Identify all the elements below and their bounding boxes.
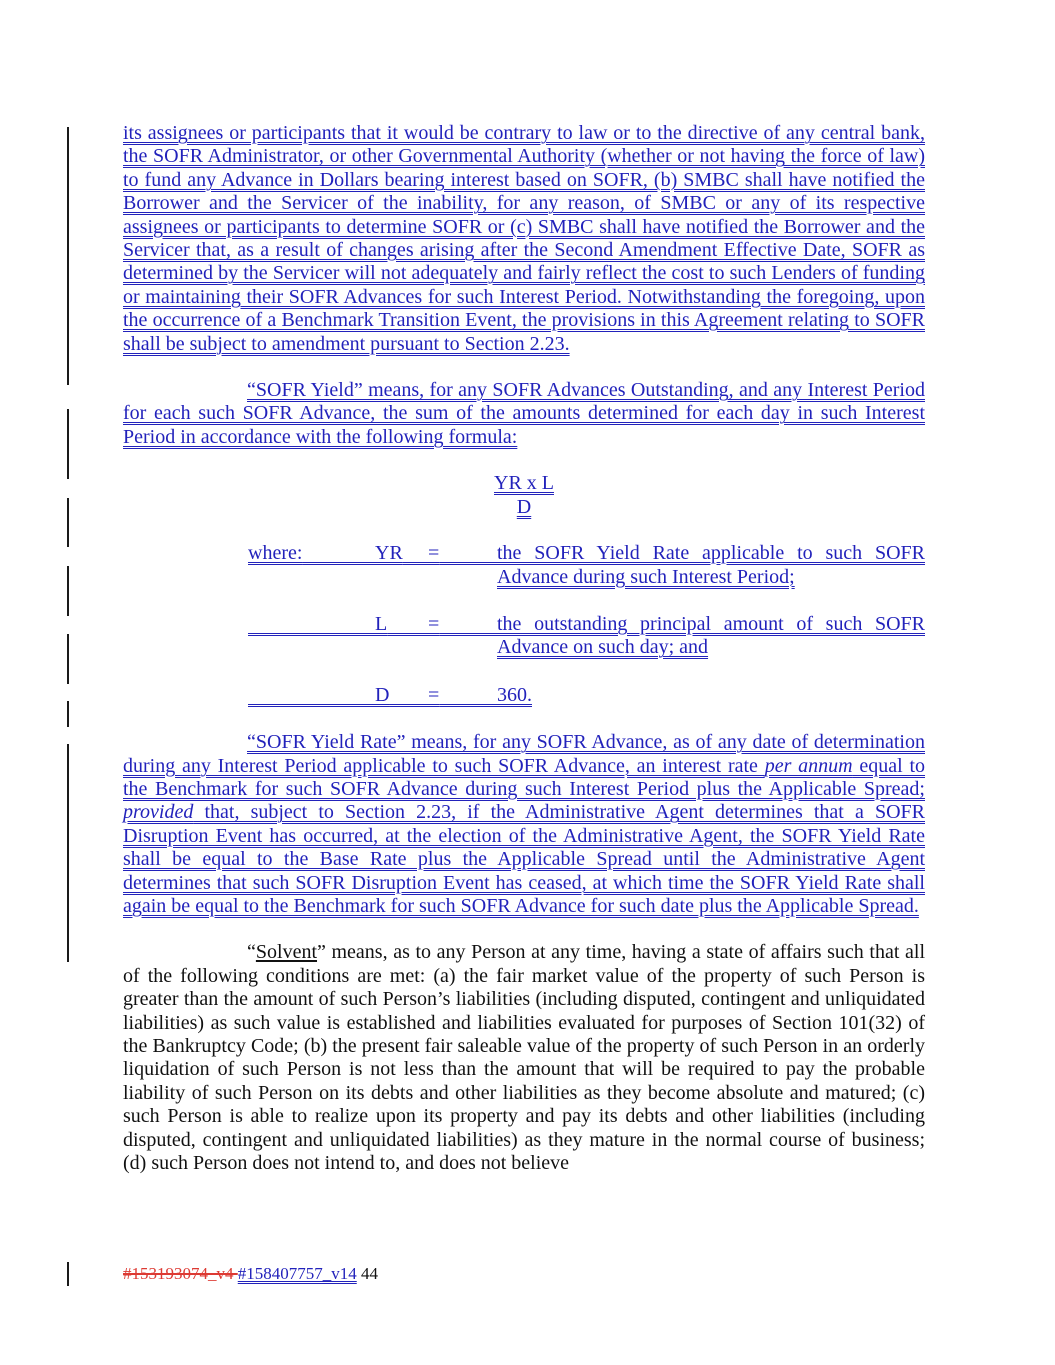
- equals-sign: =: [428, 683, 440, 706]
- paragraph-solvent-definition: “Solvent” means, as to any Person at any time, having a state of affairs such that all of the following conditions are met: (a) the fair market value of the property of such Person is greater than the amount of such Person’s liabilities (including disputed, contingent and unliquidated liabilities) as such value is established and liabilities evaluated for purposes of Section 101(32) of the Bankruptcy Code; (b) the present fair saleable value of the property of such Person in an orderly liquidation of such Person is not less than the amount that will be required to pay the probable liability of such Person on its debts and other liabilities as they become absolute and matured; (c) such Person is able to realize upon its property and pay its debts and other liabilities (including disputed, contingent and unliquidated liabilities) as they mature in the normal course of business; (d) such Person does not intend to, and does not believe: [123, 941, 925, 1175]
- change-bar: [67, 127, 69, 385]
- page-footer: [123, 1263, 378, 1284]
- paragraph-sofr-yield-definition: “SOFR Yield” means, for any SOFR Advances Outstanding, and any Interest Period for each such SOFR Advance, the sum of the amounts determined for each day in such Interest Period in accordance with the following formula:: [123, 379, 925, 448]
- change-bar: [67, 744, 69, 962]
- page-number: 44: [361, 1264, 378, 1283]
- equals-sign: =: [428, 612, 440, 635]
- change-bar: [67, 701, 69, 727]
- formula-where-row: [123, 542, 925, 589]
- change-bar: [67, 409, 69, 479]
- formula-variable: L: [375, 612, 388, 635]
- variable-definition: the SOFR Yield Rate applicable to such SOFR Advance during such Interest Period;: [497, 542, 925, 588]
- formula-variable: YR: [375, 542, 403, 565]
- formula-where-row: [123, 613, 925, 660]
- change-bar: [67, 566, 69, 616]
- formula-variable: D: [375, 683, 390, 706]
- paragraph-sofr-yield-rate-definition: “SOFR Yield Rate” means, for any SOFR Advance, as of any date of determination during any Interest Period applicable to such SOFR Advance, an interest rate per annum equal to the Benchmark for such SOFR Advance during such Interest Period plus the Applicable Spread; provided that, subject to Section 2.23, if the Administrative Agent determines that a SOFR Disruption Event has occurred, at the election of the Administrative Agent, the SOFR Yield Rate shall be equal to the Base Rate plus the Applicable Spread until the Administrative Agent determines that such SOFR Disruption Event has ceased, at which time the SOFR Yield Rate shall again be equal to the Benchmark for such SOFR Advance for such date plus the Applicable Spread.: [123, 731, 926, 917]
- deleted-doc-reference: #153193074_v4: [123, 1264, 234, 1283]
- formula-denominator: D: [516, 495, 532, 518]
- document-body: [123, 122, 925, 1198]
- where-label: where:: [248, 542, 303, 565]
- inserted-doc-reference: #158407757_v14: [237, 1264, 357, 1283]
- formula-where-row: [123, 684, 925, 707]
- equals-sign: =: [428, 542, 440, 565]
- variable-definition: the outstanding principal amount of such SOFR Advance on such day; and: [497, 612, 925, 659]
- change-bar: [67, 1262, 69, 1286]
- variable-definition: 360.: [497, 683, 532, 706]
- change-bar: [67, 634, 69, 684]
- formula-numerator: YR x L: [494, 472, 554, 495]
- paragraph-sofr-disruption-continuation: its assignees or participants that it would be contrary to law or to the directive of any central bank, the SOFR Administrator, or other Governmental Authority (whether or not having the force of law) to fund any Advance in Dollars bearing interest based on SOFR, (b) SMBC shall have notified the Borrower and the Servicer of the inability, for any reason, of SMBC or any of its respective assignees or participants to determine SOFR or (c) SMBC shall have notified the Borrower and the Servicer that, as a result of changes arising after the Second Amendment Effective Date, SOFR as determined by the Servicer will not adequately and fairly reflect the cost to such Lenders of funding or maintaining their SOFR Advances for such Interest Period. Notwithstanding the foregoing, upon the occurrence of a Benchmark Transition Event, the provisions in this Agreement relating to SOFR shall be subject to amendment pursuant to Section 2.23.: [123, 122, 925, 355]
- change-bar: [67, 498, 69, 547]
- sofr-yield-formula: [123, 472, 925, 519]
